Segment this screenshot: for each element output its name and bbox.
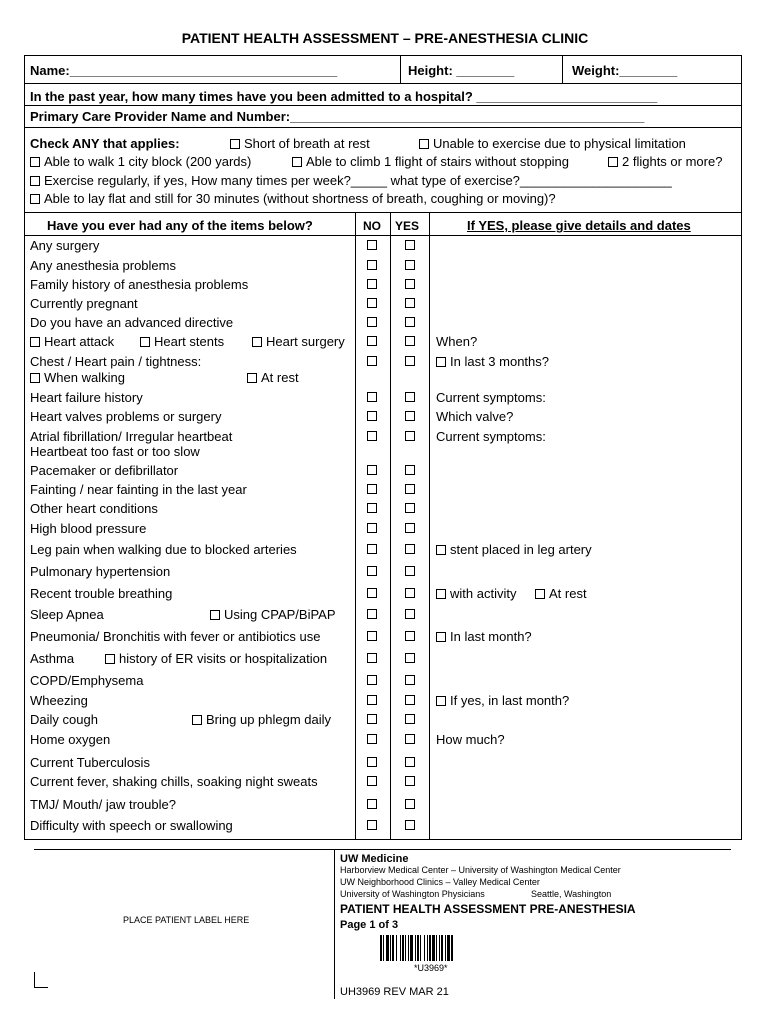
yes-checkbox[interactable] <box>405 609 415 619</box>
details-label: At rest <box>549 586 587 601</box>
details-label: When? <box>436 334 478 349</box>
question-option[interactable] <box>210 607 336 622</box>
divider <box>25 127 741 128</box>
barcode-bar <box>417 935 419 961</box>
yes-checkbox[interactable] <box>405 544 415 554</box>
table-row <box>25 388 741 407</box>
barcode-bar <box>383 935 384 961</box>
footer-divider <box>334 849 335 999</box>
details-label: stent placed in leg artery <box>450 542 592 557</box>
question-label: Chest / Heart pain / tightness: <box>30 354 202 369</box>
table-row <box>25 427 741 461</box>
yes-checkbox[interactable] <box>405 588 415 598</box>
barcode-bar <box>392 935 394 961</box>
details-text[interactable] <box>436 542 592 557</box>
question-label: Current Tuberculosis <box>30 755 150 770</box>
org-line: University of Washington Physicians <box>340 889 485 899</box>
page-title: PATIENT HEALTH ASSESSMENT – PRE-ANESTHESIA CLINIC <box>181 30 589 46</box>
height-field[interactable]: Height: ________ <box>408 63 515 78</box>
question-label: Bring up phlegm daily <box>206 712 332 727</box>
no-checkbox[interactable] <box>367 566 377 576</box>
yes-checkbox[interactable] <box>405 523 415 533</box>
yes-checkbox[interactable] <box>405 484 415 494</box>
divider <box>25 212 741 213</box>
yes-checkbox[interactable] <box>405 566 415 576</box>
barcode-bar <box>424 935 425 961</box>
no-checkbox[interactable] <box>367 820 377 830</box>
yes-checkbox[interactable] <box>405 757 415 767</box>
no-checkbox[interactable] <box>367 465 377 475</box>
question-label: Any surgery <box>30 238 100 253</box>
checkbox[interactable] <box>436 357 446 367</box>
details-label: In last 3 months? <box>450 354 549 369</box>
question-option[interactable] <box>252 334 345 349</box>
form-id: UH3969 REV MAR 21 <box>340 986 449 998</box>
no-checkbox[interactable] <box>367 609 377 619</box>
question-option[interactable] <box>30 334 114 349</box>
no-checkbox[interactable] <box>367 240 377 250</box>
barcode-bar <box>420 935 421 961</box>
activity-option[interactable]: Able to climb 1 flight of stairs without stopping <box>292 154 569 169</box>
yes-checkbox[interactable] <box>405 776 415 786</box>
yes-checkbox[interactable] <box>405 734 415 744</box>
details-label: with activity <box>450 586 517 601</box>
activity-option[interactable]: Unable to exercise due to physical limitation <box>419 136 686 151</box>
no-checkbox[interactable] <box>367 757 377 767</box>
details-label: Current symptoms: <box>436 429 546 444</box>
question-label: COPD/Emphysema <box>30 673 144 688</box>
question-label: Leg pain when walking due to blocked arteries <box>30 542 297 557</box>
details-label: How much? <box>436 732 505 747</box>
question-label: Wheezing <box>30 693 88 708</box>
barcode <box>380 935 484 961</box>
yes-checkbox[interactable] <box>405 298 415 308</box>
question-label: Family history of anesthesia problems <box>30 277 249 292</box>
table-row <box>25 480 741 499</box>
barcode-bar <box>415 935 416 961</box>
question-label: Current fever, shaking chills, soaking night sweats <box>30 774 318 789</box>
no-checkbox[interactable] <box>367 260 377 270</box>
table-row <box>25 294 741 313</box>
barcode-text: *U3969* <box>414 963 448 973</box>
col-details-header: If YES, please give details and dates <box>467 218 691 233</box>
checkbox[interactable] <box>436 696 446 706</box>
no-checkbox[interactable] <box>367 336 377 346</box>
checkbox[interactable] <box>436 632 446 642</box>
barcode-bar <box>432 935 435 961</box>
barcode-bar <box>445 935 446 961</box>
weight-field[interactable]: Weight:________ <box>572 63 678 78</box>
table-row <box>25 816 741 837</box>
table-row <box>25 332 741 352</box>
barcode-bar <box>410 935 413 961</box>
barcode-bar <box>439 935 440 961</box>
barcode-bar <box>408 935 409 961</box>
table-row <box>25 584 741 605</box>
yes-checkbox[interactable] <box>405 431 415 441</box>
question-label: Heartbeat too fast or too slow <box>30 444 200 459</box>
col-question-header: Have you ever had any of the items below? <box>47 218 313 233</box>
no-checkbox[interactable] <box>367 317 377 327</box>
table-row <box>25 519 741 540</box>
checkbox[interactable] <box>30 337 40 347</box>
table-row <box>25 499 741 519</box>
question-label: Currently pregnant <box>30 296 138 311</box>
table-row <box>25 352 741 388</box>
barcode-bar <box>380 935 382 961</box>
no-checkbox[interactable] <box>367 799 377 809</box>
checkbox[interactable] <box>30 157 40 167</box>
no-checkbox[interactable] <box>367 695 377 705</box>
details-label: If yes, in last month? <box>450 693 570 708</box>
barcode-bar <box>396 935 397 961</box>
divider <box>400 56 401 83</box>
table-row <box>25 795 741 816</box>
checkbox[interactable] <box>436 545 446 555</box>
yes-checkbox[interactable] <box>405 336 415 346</box>
divider <box>25 83 741 84</box>
table-row <box>25 671 741 691</box>
details-text[interactable] <box>436 629 532 644</box>
question-label: Atrial fibrillation/ Irregular heartbeat <box>30 429 233 444</box>
checkbox[interactable] <box>436 589 446 599</box>
checkbox[interactable] <box>252 337 262 347</box>
question-label: Heart failure history <box>30 390 143 405</box>
question-label: Pacemaker or defibrillator <box>30 463 179 478</box>
no-checkbox[interactable] <box>367 484 377 494</box>
no-checkbox[interactable] <box>367 588 377 598</box>
yes-checkbox[interactable] <box>405 503 415 513</box>
barcode-bar <box>447 935 450 961</box>
activity-option[interactable]: Exercise regularly, if yes, How many times per week?_____ what type of exercise?_____________________ <box>30 173 672 188</box>
yes-checkbox[interactable] <box>405 260 415 270</box>
details-text <box>436 334 477 349</box>
yes-checkbox[interactable] <box>405 279 415 289</box>
question-label: Difficulty with speech or swallowing <box>30 818 233 833</box>
checkbox[interactable] <box>608 157 618 167</box>
question-label: Other heart conditions <box>30 501 158 516</box>
activity-heading: Check ANY that applies: <box>30 136 180 151</box>
no-checkbox[interactable] <box>367 675 377 685</box>
barcode-bar <box>436 935 437 961</box>
no-checkbox[interactable] <box>367 431 377 441</box>
yes-checkbox[interactable] <box>405 356 415 366</box>
table-row <box>25 649 741 671</box>
org-name: UW Medicine <box>340 853 409 865</box>
question-label: Pulmonary hypertension <box>30 564 171 579</box>
checkbox[interactable] <box>140 337 150 347</box>
activity-option[interactable]: Able to walk 1 city block (200 yards) <box>30 154 251 169</box>
table-row <box>25 710 741 730</box>
table-row <box>25 562 741 584</box>
provider-field[interactable]: Primary Care Provider Name and Number:_________________________________________________ <box>30 109 645 124</box>
question-label: Heart valves problems or surgery <box>30 409 222 424</box>
question-option[interactable] <box>30 370 125 385</box>
question-label: Daily cough <box>30 712 98 727</box>
barcode-bar <box>429 935 431 961</box>
table-row <box>25 753 741 772</box>
question-label: Heart surgery <box>266 334 345 349</box>
table-row <box>25 313 741 332</box>
question-label: Sleep Apnea <box>30 607 104 622</box>
question-label: When walking <box>44 370 125 385</box>
no-checkbox[interactable] <box>367 544 377 554</box>
question-label: Do you have an advanced directive <box>30 315 234 330</box>
no-checkbox[interactable] <box>367 279 377 289</box>
col-yes-header: YES <box>395 219 420 233</box>
question-option[interactable] <box>105 651 327 666</box>
question-label: Recent trouble breathing <box>30 586 173 601</box>
checkbox[interactable] <box>210 610 220 620</box>
question-label: Any anesthesia problems <box>30 258 176 273</box>
no-checkbox[interactable] <box>367 298 377 308</box>
question-label: Home oxygen <box>30 732 111 747</box>
divider <box>562 56 563 83</box>
question-label: TMJ/ Mouth/ jaw trouble? <box>30 797 176 812</box>
no-checkbox[interactable] <box>367 356 377 366</box>
question-label: High blood pressure <box>30 521 147 536</box>
no-checkbox[interactable] <box>367 776 377 786</box>
yes-checkbox[interactable] <box>405 820 415 830</box>
details-label: Which valve? <box>436 409 514 424</box>
details-text <box>436 390 546 405</box>
barcode-bar <box>390 935 391 961</box>
admissions-field[interactable]: In the past year, how many times have you been admitted to a hospital? _________________________ <box>30 89 658 104</box>
name-field[interactable]: Name:_____________________________________ <box>30 63 338 78</box>
no-checkbox[interactable] <box>367 411 377 421</box>
table-row <box>25 407 741 427</box>
yes-checkbox[interactable] <box>405 411 415 421</box>
details-option[interactable] <box>436 586 516 601</box>
checkbox[interactable] <box>105 654 115 664</box>
barcode-bar <box>441 935 443 961</box>
form-title: PATIENT HEALTH ASSESSMENT PRE-ANESTHESIA <box>340 902 636 916</box>
no-checkbox[interactable] <box>367 631 377 641</box>
yes-checkbox[interactable] <box>405 714 415 724</box>
details-label: In last month? <box>450 629 532 644</box>
table-row <box>25 275 741 294</box>
checkbox[interactable] <box>535 589 545 599</box>
no-checkbox[interactable] <box>367 392 377 402</box>
table-row <box>25 605 741 627</box>
barcode-bar <box>427 935 428 961</box>
activity-option[interactable]: Able to lay flat and still for 30 minutes (without shortness of breath, coughing or moving)? <box>30 191 556 206</box>
details-option[interactable] <box>535 586 587 601</box>
checkbox[interactable] <box>30 373 40 383</box>
question-label: Using CPAP/BiPAP <box>224 607 336 622</box>
yes-checkbox[interactable] <box>405 465 415 475</box>
details-text <box>436 429 546 444</box>
label-corner-mark <box>34 972 48 988</box>
activity-option[interactable]: 2 flights or more? <box>608 154 722 169</box>
checkbox[interactable] <box>230 139 240 149</box>
yes-checkbox[interactable] <box>405 631 415 641</box>
org-line: Seattle, Washington <box>531 889 612 899</box>
no-checkbox[interactable] <box>367 503 377 513</box>
question-option[interactable] <box>192 712 331 727</box>
question-label: history of ER visits or hospitalization <box>119 651 328 666</box>
table-row <box>25 540 741 562</box>
org-line: UW Neighborhood Clinics – Valley Medical Center <box>340 877 540 887</box>
no-checkbox[interactable] <box>367 714 377 724</box>
question-label: Fainting / near fainting in the last year <box>30 482 247 497</box>
barcode-bar <box>402 935 404 961</box>
no-checkbox[interactable] <box>367 734 377 744</box>
question-option[interactable] <box>140 334 224 349</box>
table-row <box>25 461 741 480</box>
table-row <box>25 730 741 753</box>
barcode-bar <box>405 935 406 961</box>
details-text[interactable] <box>436 354 549 369</box>
yes-checkbox[interactable] <box>405 392 415 402</box>
barcode-bar <box>400 935 401 961</box>
question-label: Asthma <box>30 651 75 666</box>
question-option[interactable] <box>247 370 299 385</box>
org-line: Harborview Medical Center – University of Washington Medical Center <box>340 865 621 875</box>
yes-checkbox[interactable] <box>405 695 415 705</box>
yes-checkbox[interactable] <box>405 240 415 250</box>
barcode-bar <box>451 935 453 961</box>
table-row <box>25 627 741 649</box>
barcode-bar <box>386 935 389 961</box>
checkbox[interactable] <box>419 139 429 149</box>
table-row <box>25 256 741 275</box>
form-frame <box>24 55 742 840</box>
checkbox[interactable] <box>30 176 40 186</box>
table-row <box>25 691 741 710</box>
col-no-header: NO <box>363 219 381 233</box>
yes-checkbox[interactable] <box>405 675 415 685</box>
yes-checkbox[interactable] <box>405 653 415 663</box>
details-text[interactable] <box>436 693 569 708</box>
question-label: At rest <box>261 370 299 385</box>
question-label: Heart attack <box>44 334 115 349</box>
patient-label-area: PLACE PATIENT LABEL HERE <box>123 915 250 925</box>
question-label: Heart stents <box>154 334 225 349</box>
checkbox[interactable] <box>30 194 40 204</box>
no-checkbox[interactable] <box>367 523 377 533</box>
checkbox[interactable] <box>192 715 202 725</box>
question-label: Pneumonia/ Bronchitis with fever or antibiotics use <box>30 629 321 644</box>
table-row <box>25 772 741 795</box>
checkbox[interactable] <box>292 157 302 167</box>
details-label: Current symptoms: <box>436 390 546 405</box>
checkbox[interactable] <box>247 373 257 383</box>
details-text <box>436 732 505 747</box>
table-row <box>25 236 741 256</box>
details-text <box>436 409 513 424</box>
divider <box>25 105 741 106</box>
no-checkbox[interactable] <box>367 653 377 663</box>
yes-checkbox[interactable] <box>405 799 415 809</box>
footer-divider <box>34 849 731 850</box>
page-number: Page 1 of 3 <box>340 919 399 931</box>
activity-option[interactable]: Short of breath at rest <box>230 136 370 151</box>
yes-checkbox[interactable] <box>405 317 415 327</box>
